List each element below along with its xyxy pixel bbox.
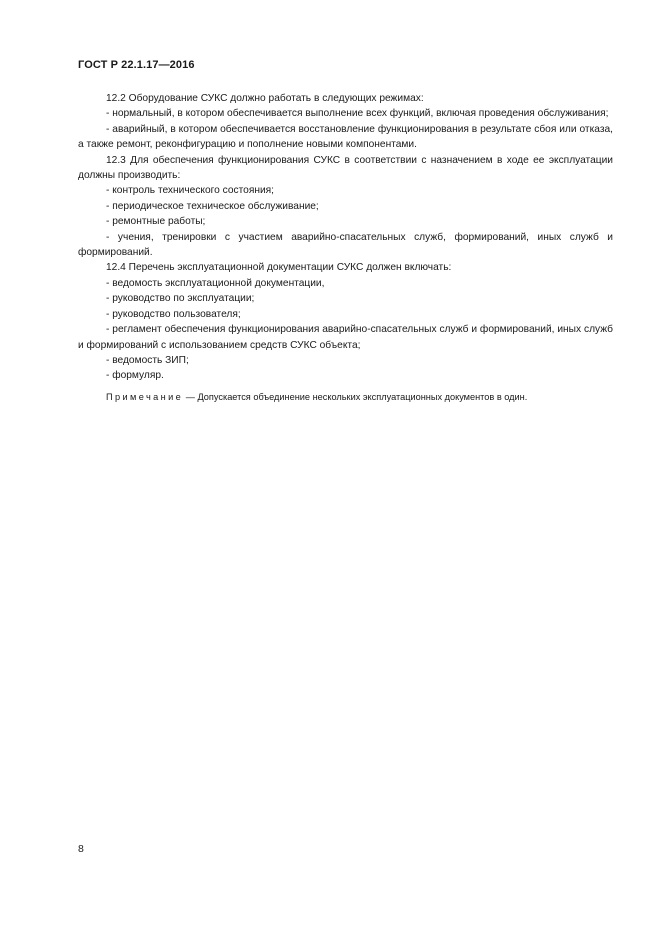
note-text: — Допускается объединение нескольких эксплуатационных документов в один.	[183, 391, 528, 402]
list-item-logbook: - формуляр.	[106, 370, 164, 382]
document-body	[78, 91, 613, 404]
list-item-exercises: - учения, тренировки с участием аварийно-спасательных служб, формирований, иных служб и формирований.	[78, 231, 613, 259]
list-item-spare-parts-register: - ведомость ЗИП;	[106, 354, 189, 366]
page-number: 8	[78, 843, 84, 855]
list-item-docs-register: - ведомость эксплуатационной документации,	[106, 277, 325, 289]
clause-12-3: 12.3 Для обеспечения функционирования СУКС в соответствии с назначением в ходе ее эксплуатации должны производить:	[78, 154, 613, 182]
list-item-operation-manual: - руководство по эксплуатации;	[106, 293, 255, 305]
clause-12-2: 12.2 Оборудование СУКС должно работать в следующих режимах:	[106, 93, 424, 104]
clause-12-4: 12.4 Перечень эксплуатационной документации СУКС должен включать:	[106, 262, 452, 274]
note-label: Примечание	[106, 391, 184, 402]
list-item-repair-works: - ремонтные работы;	[106, 216, 206, 228]
list-item-periodic-maintenance: - периодическое техническое обслуживание;	[106, 200, 319, 212]
list-item-emergency-mode: - аварийный, в котором обеспечивается восстановление функционирования в результате сбоя или отказа, а также ремонт, реконфигурацию и пополнение новыми компонентами.	[78, 123, 613, 151]
list-item-condition-control: - контроль технического состояния;	[106, 185, 275, 197]
list-item-user-manual: - руководство пользователя;	[106, 308, 241, 320]
document-code-header: ГОСТ Р 22.1.17—2016	[78, 59, 195, 71]
list-item-regulation: - регламент обеспечения функционирования аварийно-спасательных служб и формирований, иных служб и формирований с использованием средств СУКС объекта;	[78, 324, 613, 351]
list-item-normal-mode: - нормальный, в котором обеспечивается выполнение всех функций, включая проведения обслуживания;	[106, 108, 609, 120]
note	[78, 390, 613, 404]
